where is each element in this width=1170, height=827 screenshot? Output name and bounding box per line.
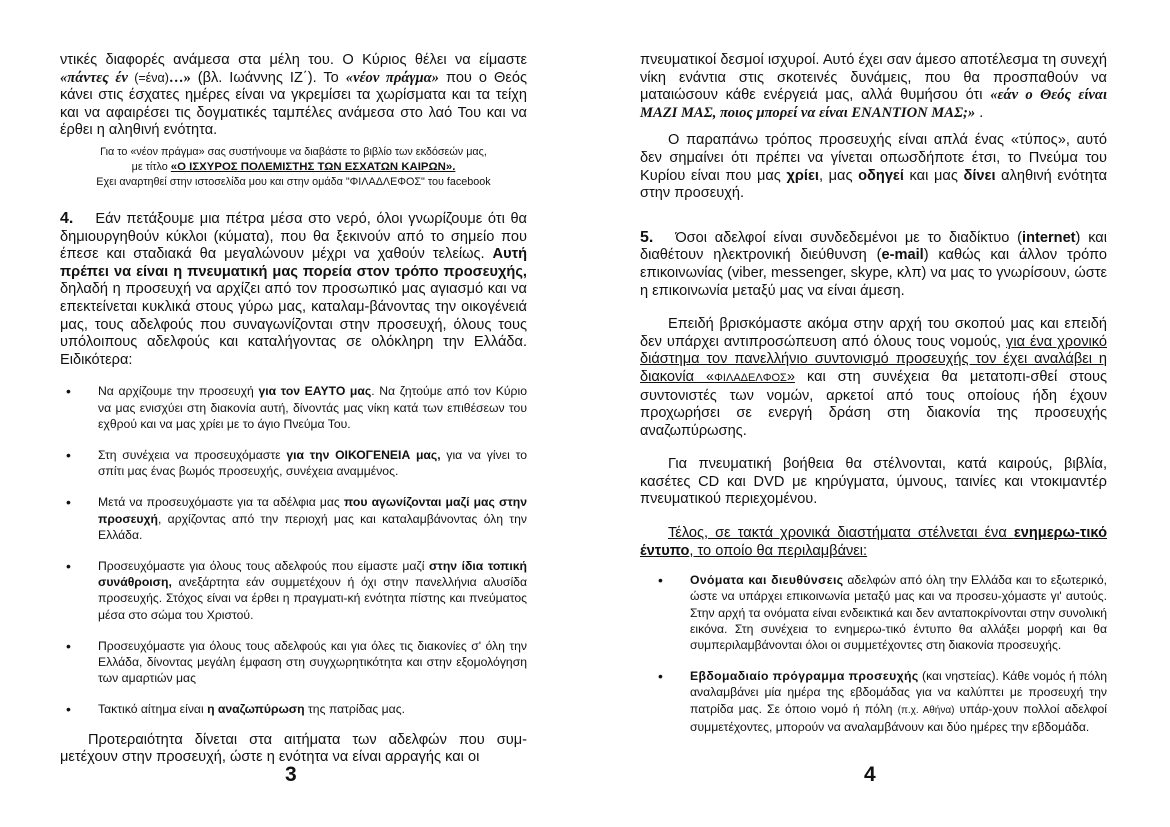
left-paragraph-1 (60, 52, 527, 140)
text-run: ανεξάρτητα εάν συμμετέχουν ή όχι στην πανελλήνια αλυσίδα προσευχής. Στόχος είναι να έρθει η πραγματι-κή ενότητα πίστης και πνεύματος μέσα στο σώμα του Χριστού. (98, 575, 527, 622)
bullet-icon: • (658, 668, 663, 685)
text-run: που ο Θεός κάνει στις έσχατες ημέρες είναι να γκρεμίσει τα χωρίσματα και τα τείχη και να αφαιρέσει τις δογματικές ταμπέλες ανάμεσα στο λαό Του και να έρθει η αληθινή ενότητα. (60, 69, 527, 139)
bold-run: δίνει (963, 167, 996, 184)
text-run: Να αρχίζουμε την προσευχή (98, 384, 259, 399)
right-paragraph-5 (640, 525, 1107, 560)
text-run: (=ένα) (127, 70, 169, 85)
text-run: δηλαδή η προσευχή να αρχίζει από τον προσωπικό μας αγιασμό και να επεκτείνεται κυκλικά στους γύρω μας, καταλαμ-βάνοντας την οικογένειά μας, τους αδελφούς που συναγωνίζονται στην προσευχή, όλους τους υπόλοιπους αδελφούς και καταλήγοντας σε ολόκληρη την Ελλάδα. Ειδικότερα: (60, 281, 527, 368)
text-run: ) καθώς και άλλον τρόπο επικοινωνίας (viber, messenger, skype, κλπ) να μας το γνωρίσουν, ώστε η επικοινωνία μεταξύ μας να είναι άμεση. (640, 247, 1108, 299)
underlined-run: για ένα χρονικό διάστημα τον πανελλήνιο συντονισμό προσευχής τον έχει αναλάβει η διακονία « (640, 333, 1107, 385)
bold-run: η αναζωπύρωση (207, 702, 305, 717)
bold-run: οδηγεί (858, 167, 904, 184)
underlined-run: Τέλος, σε τακτά χρονικά διαστήματα στέλνεται ένα (668, 525, 1014, 542)
text-run: Τακτικό αίτημα είναι (98, 702, 208, 717)
text-run: και στη συνέχεια θα μετατοπι-σθεί στους συντονιστές των νομών, αρκετοί από τους οποίους ήδη έχουν προχωρήσει σε ενεργή δράση στη διακονία της προσευχής αναζωπύρωσης. (640, 368, 1107, 439)
bullet-icon: • (66, 637, 71, 654)
page-number: 3 (285, 763, 297, 786)
list-item (66, 557, 527, 623)
right-paragraph-4: Για πνευματική βοήθεια θα στέλνονται, κατά καιρούς, βιβλία, κασέτες CD και DVD με κηρύγματα, ύμνους, ταινίες και ντοκιμαντέρ πνευματικού περιεχομένου. (640, 456, 1107, 508)
underlined-run: ΦΙΛΑΔΕΛΦΟΣ (714, 371, 787, 384)
bold-run: Αυτή πρέπει να είναι η πνευματική μας πορεία στον τρόπο προσευχής, (60, 246, 527, 280)
right-paragraph-1 (640, 52, 1107, 122)
text-run: , αρχίζοντας από την περιοχή μας και καταλαμβάνοντας όλη την Ελλάδα. (98, 511, 527, 542)
bullet-icon: • (658, 572, 663, 589)
bold-run: e-mail (881, 247, 924, 264)
bold-underlined-run: ενημερω-τικό έντυπο (640, 525, 1107, 559)
list-item (658, 572, 1107, 653)
page-number: 4 (864, 763, 876, 786)
section-number: 5. (640, 228, 654, 246)
text-run: . Να ζητούμε από τον Κύριο να μας ενισχύει στη διακονία αυτή, δίνοντάς μας νίκη κατά των επιθέσεων του εχθρού και να μας χρίει με το άγιο Πνεύμα Του. (98, 384, 527, 431)
bullet-icon: • (66, 701, 71, 718)
text-run: ντικές διαφορές ανάμεσα στα μέλη του. Ο Κύριος θέλει να είμαστε (60, 52, 527, 68)
list-item (66, 446, 527, 479)
list-item (66, 383, 527, 432)
text-run: Ο παραπάνω τρόπος προσευχής είναι απλά ένας «τύπος», αυτό δεν σημαίνει ότι πρέπει να γίνεται οπωσδήποτε έτσι, το Πνεύμα του Κυρίου είναι που μας (640, 132, 1107, 184)
book-title: «Ο ΙΣΧΥΡΟΣ ΠΟΛΕΜΙΣΤΗΣ ΤΩΝ ΕΣΧΑΤΩΝ ΚΑΙΡΩΝ». (170, 160, 456, 173)
text-run: και μας (903, 167, 964, 184)
text-run: αδελφών από όλη την Ελλάδα και το εξωτερικό, ώστε να υπάρχει επικοινωνία μεταξύ μας και να προσευ-χόμαστε γι' αυτούς. Στην αρχή τα ονόματα είναι ενδεικτικά και δεν ανταποκρίνονται στην συνολική εικόνα. Στη συνέχεια το ενημερω-τικό έντυπο θα αλλάξει μορφή και θα συμπεριλαμβάνονται όλοι οι συμμετέχοντες στη διακονία προσευχής. (690, 573, 1107, 653)
note-line-1: Για το «νέον πράγμα» σας συστήνουμε να διαβάστε το βιβλίο των εκδόσεών μας, (100, 145, 487, 158)
bullet-icon: • (66, 383, 71, 400)
text-run: Μετά να προσευχόμαστε για τα αδέλφια μας (98, 495, 344, 510)
text-run: (βλ. Ιωάννης ΙΖ΄). Το (190, 69, 346, 86)
quote-neon-pragma: «νέον πράγμα» (345, 69, 439, 86)
text-run: Προσευχόμαστε για όλους τους αδελφούς και για όλες τις διακονίες σ' όλη την Ελλάδα, δίνοντας μεγάλη έμφαση στη συγχωρητικότητα και στην εξομολόγηση των αμαρτιών μας (98, 638, 527, 686)
book-note (60, 145, 527, 190)
text-run: με τίτλο (131, 160, 171, 173)
bold-run: Ονόματα και διευθύνσεις (690, 573, 844, 588)
closing-paragraph: Προτεραιότητα δίνεται στα αιτήματα των αδελφών που συμ-μετέχουν στην προσευχή, ώστε η ενότητα να είναι αρραγής και οι (60, 731, 527, 766)
bullet-icon: • (66, 446, 71, 463)
text-run: Στη συνέχεια να προσευχόμαστε (98, 447, 287, 462)
bullet-icon: • (66, 557, 71, 574)
text-run: (π.χ. Αθήνα) (897, 704, 955, 716)
text-run: , μας (818, 167, 859, 184)
bulletin-contents-list (658, 572, 1107, 735)
list-item (66, 494, 527, 543)
underlined-run: » (786, 368, 795, 385)
list-item (658, 668, 1107, 735)
list-item (66, 701, 527, 718)
left-page (60, 52, 527, 767)
section-4 (60, 210, 527, 369)
section-5 (640, 229, 1107, 300)
right-paragraph-2 (640, 132, 1107, 202)
text-run: της πατρίδας μας. (304, 702, 405, 717)
list-item (66, 637, 527, 687)
text-run: …» (168, 69, 191, 86)
text-run: υπάρ-χουν πολλοί αδελφοί συμμετέχοντες, μπορούν να αναλαμβάνουν και δύο ημέρες την εβδομάδα. (690, 701, 1107, 734)
bold-run: που αγωνίζονται μαζί μας στην προσευχή (98, 495, 527, 526)
right-paragraph-3 (640, 316, 1107, 440)
quote-pantes-en: «πάντες έν (60, 69, 128, 86)
bold-run: για τον ΕΑΥΤΟ μας (258, 384, 372, 399)
bullet-icon: • (66, 494, 71, 511)
bold-run: Εβδομαδιαίο πρόγραμμα προσευχής (690, 669, 919, 684)
note-line-3: Εχει αναρτηθεί στην ιστοσελίδα μου και στην ομάδα "ΦΙΛΑΔΛΕΦΟΣ" του facebook (96, 175, 491, 188)
underlined-run: , το οποίο θα περιλαμβάνει: (689, 542, 868, 559)
text-run: Επειδή βρισκόμαστε ακόμα στην αρχή του σκοπού μας και επειδή δεν υπάρχει αντιπροσώπευση από όλους τους νομούς, (640, 316, 1107, 350)
text-run: πνευματικοί δεσμοί ισχυροί. Αυτό έχει σαν άμεσο αποτέλεσμα τη συνεχή νίκη ενάντια στις σκοτεινές δυνάμεις, που θα προσπαθούν να ματαιώσουν κάθε ενέργειά μας, αλλά θυμήσου ότι (640, 52, 1107, 104)
bold-run: για την ΟΙΚΟΓΕΝΕΙΑ μας, (286, 447, 441, 462)
text-run: ) και διαθέτουν ηλεκτρονική διεύθυνση ( (640, 229, 1107, 264)
text-run: Όσοι αδελφοί είναι συνδεδεμένοι με το διαδίκτυο ( (675, 229, 1023, 246)
bold-run: χρίει (786, 167, 819, 184)
section-number: 4. (60, 209, 74, 227)
note-line-2 (60, 160, 527, 175)
text-run: Προσευχόμαστε για όλους τους αδελφούς που είμαστε μαζί (98, 558, 430, 573)
quote-theos: «εάν ο Θεός είναι ΜΑΖΙ ΜΑΣ, ποιος μπορεί να είναι ΕΝΑΝΤΙΟΝ ΜΑΣ;» (640, 87, 1107, 121)
bold-run: στην ίδια τοπική συνάθροιση, (98, 558, 527, 590)
prayer-order-list (66, 383, 527, 718)
text-run: . (975, 104, 984, 121)
text-run: για να γίνει το σπίτι μας ένας βωμός προσευχής, συνέχεια αναμμένος. (98, 447, 527, 479)
text-run: Εάν πετάξουμε μια πέτρα μέσα στο νερό, όλοι γνωρίζουμε ότι θα δημιουργηθούν κύκλοι (κύματα), που θα ξεκινούν από το σημείο που έπεσε και σταδιακά θα μεγαλώνουν μέχρι να χαθούν τελείως. (60, 210, 527, 263)
text-run: (και νηστείας). Κάθε νομός ή πόλη αναλαμβάνει μία ημέρα της εβδομάδας για να καλύπτει με προσευχή την πατρίδα μας. Σε όποιο νομό ή πόλη (690, 669, 1107, 716)
right-page (640, 52, 1107, 735)
bold-run: internet (1022, 229, 1076, 246)
text-run: αληθινή ενότητα στην προσευχή. (640, 167, 1108, 202)
